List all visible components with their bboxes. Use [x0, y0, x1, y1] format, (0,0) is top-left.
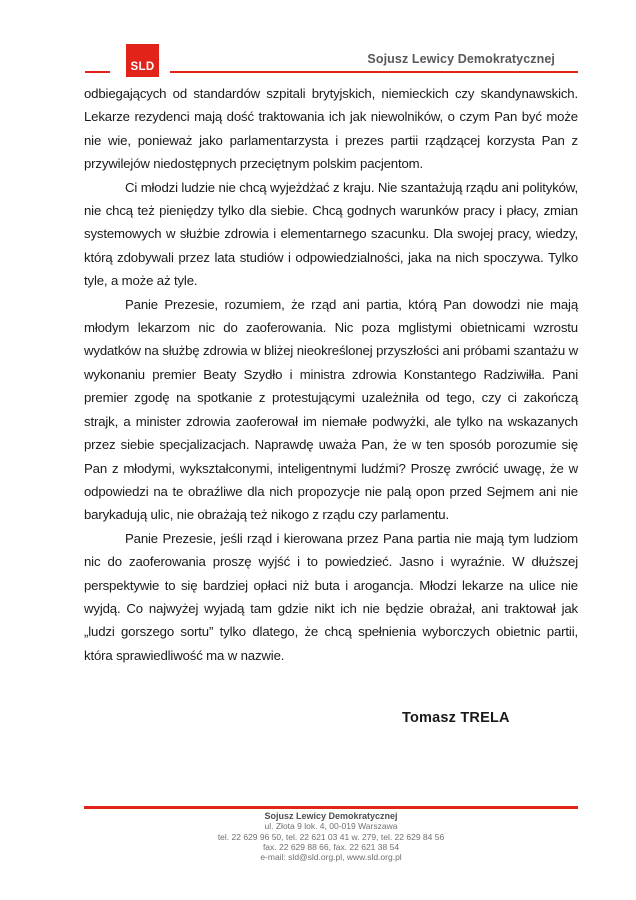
paragraph-4: Panie Prezesie, jeśli rząd i kierowana przez Pana partia nie mają tym ludziom nic do zaoferowania proszę wyjść i to powiedzieć. Jasno i wyraźnie. W dłuższej perspektywie to się bardziej opłaci niż buta i arogancja. Młodzi lekarze na ulice nie wyjdą. Co najwyżej wyjadą tam gdzie nikt ich nie będzie obrażał, ani traktował jak „ludzi gorszego sortu” tylko dlatego, że chcą spełnienia wyborczych obietnic partii, która sprawiedliwość ma w nazwie. [84, 530, 578, 663]
footer-org-name: Sojusz Lewicy Demokratycznej [264, 811, 398, 821]
header-rule-right [170, 71, 578, 73]
sld-logo-text: SLD [130, 60, 155, 73]
footer [84, 811, 578, 862]
footer-rule [84, 806, 578, 809]
signature-name: Tomasz TRELA [402, 710, 510, 726]
letter-body [84, 82, 578, 667]
sld-logo [126, 44, 159, 77]
paragraph-1: odbiegających od standardów szpitali brytyjskich, niemieckich czy skandynawskich. Lekarze rezydenci mają dość traktowania ich jak niewolników, o czym Pan być może nie wie, ponieważ jako parlamentarzysta i prezes partii rządzącej korzysta Pan z przywilejów niedostępnych przeciętnym polskim pacjentom. [84, 86, 578, 172]
footer-address: ul. Złota 9 lok. 4, 00-019 Warszawa [264, 821, 398, 832]
footer-phones: tel. 22 629 96 50, tel. 22 621 03 41 w. 279, tel. 22 629 84 56 [217, 831, 445, 842]
footer-fax: fax. 22 629 88 66, fax. 22 621 38 54 [262, 841, 400, 852]
paragraph-2: Ci młodzi ludzie nie chcą wyjeżdżać z kraju. Nie szantażują rządu ani polityków, nie chcą też pieniędzy tylko dla siebie. Chcą godnych warunków pracy i płacy, zmian systemowych w służbie zdrowia i elementarnego szacunku. Dla swojej pracy, wiedzy, którą zdobywali przez lata studiów i odpowiedzialności, jaka na nich spoczywa. Tylko tyle, a może aż tyle. [84, 179, 578, 289]
header-rule-left [85, 71, 110, 73]
header-org-name: Sojusz Lewicy Demokratycznej [367, 52, 555, 66]
footer-email-web: e-mail: sld@sld.org.pl, www.sld.org.pl [260, 852, 402, 863]
paragraph-3: Panie Prezesie, rozumiem, że rząd ani partia, którą Pan dowodzi nie mają młodym lekarzom nic do zaoferowania. Nic poza mglistymi obietnicami wzrostu wydatków na służbę zdrowia w bliżej nieokreślonej przyszłości ani próbami szantażu w wykonaniu premier Beaty Szydło i ministra zdrowia Konstantego Radziwiłła. Pani premier zgodę na spotkanie z protestującymi uzależniła od tego, czy ci zakończą strajk, a minister zdrowia zaoferował im niemałe podwyżki, ale tylko na wskazanych przez siebie specjalizacjach. Naprawdę uważa Pan, że w ten sposób porozumie się Pan z młodymi, wykształconymi, inteligentnymi ludźmi? Proszę zwrócić uwagę, że w odpowiedzi na te obraźliwe dla nich propozycje nie palą opon przed Sejmem ani nie barykadują ulic, nie obrażają też nikogo z rządu czy parlamentu. [84, 296, 578, 523]
